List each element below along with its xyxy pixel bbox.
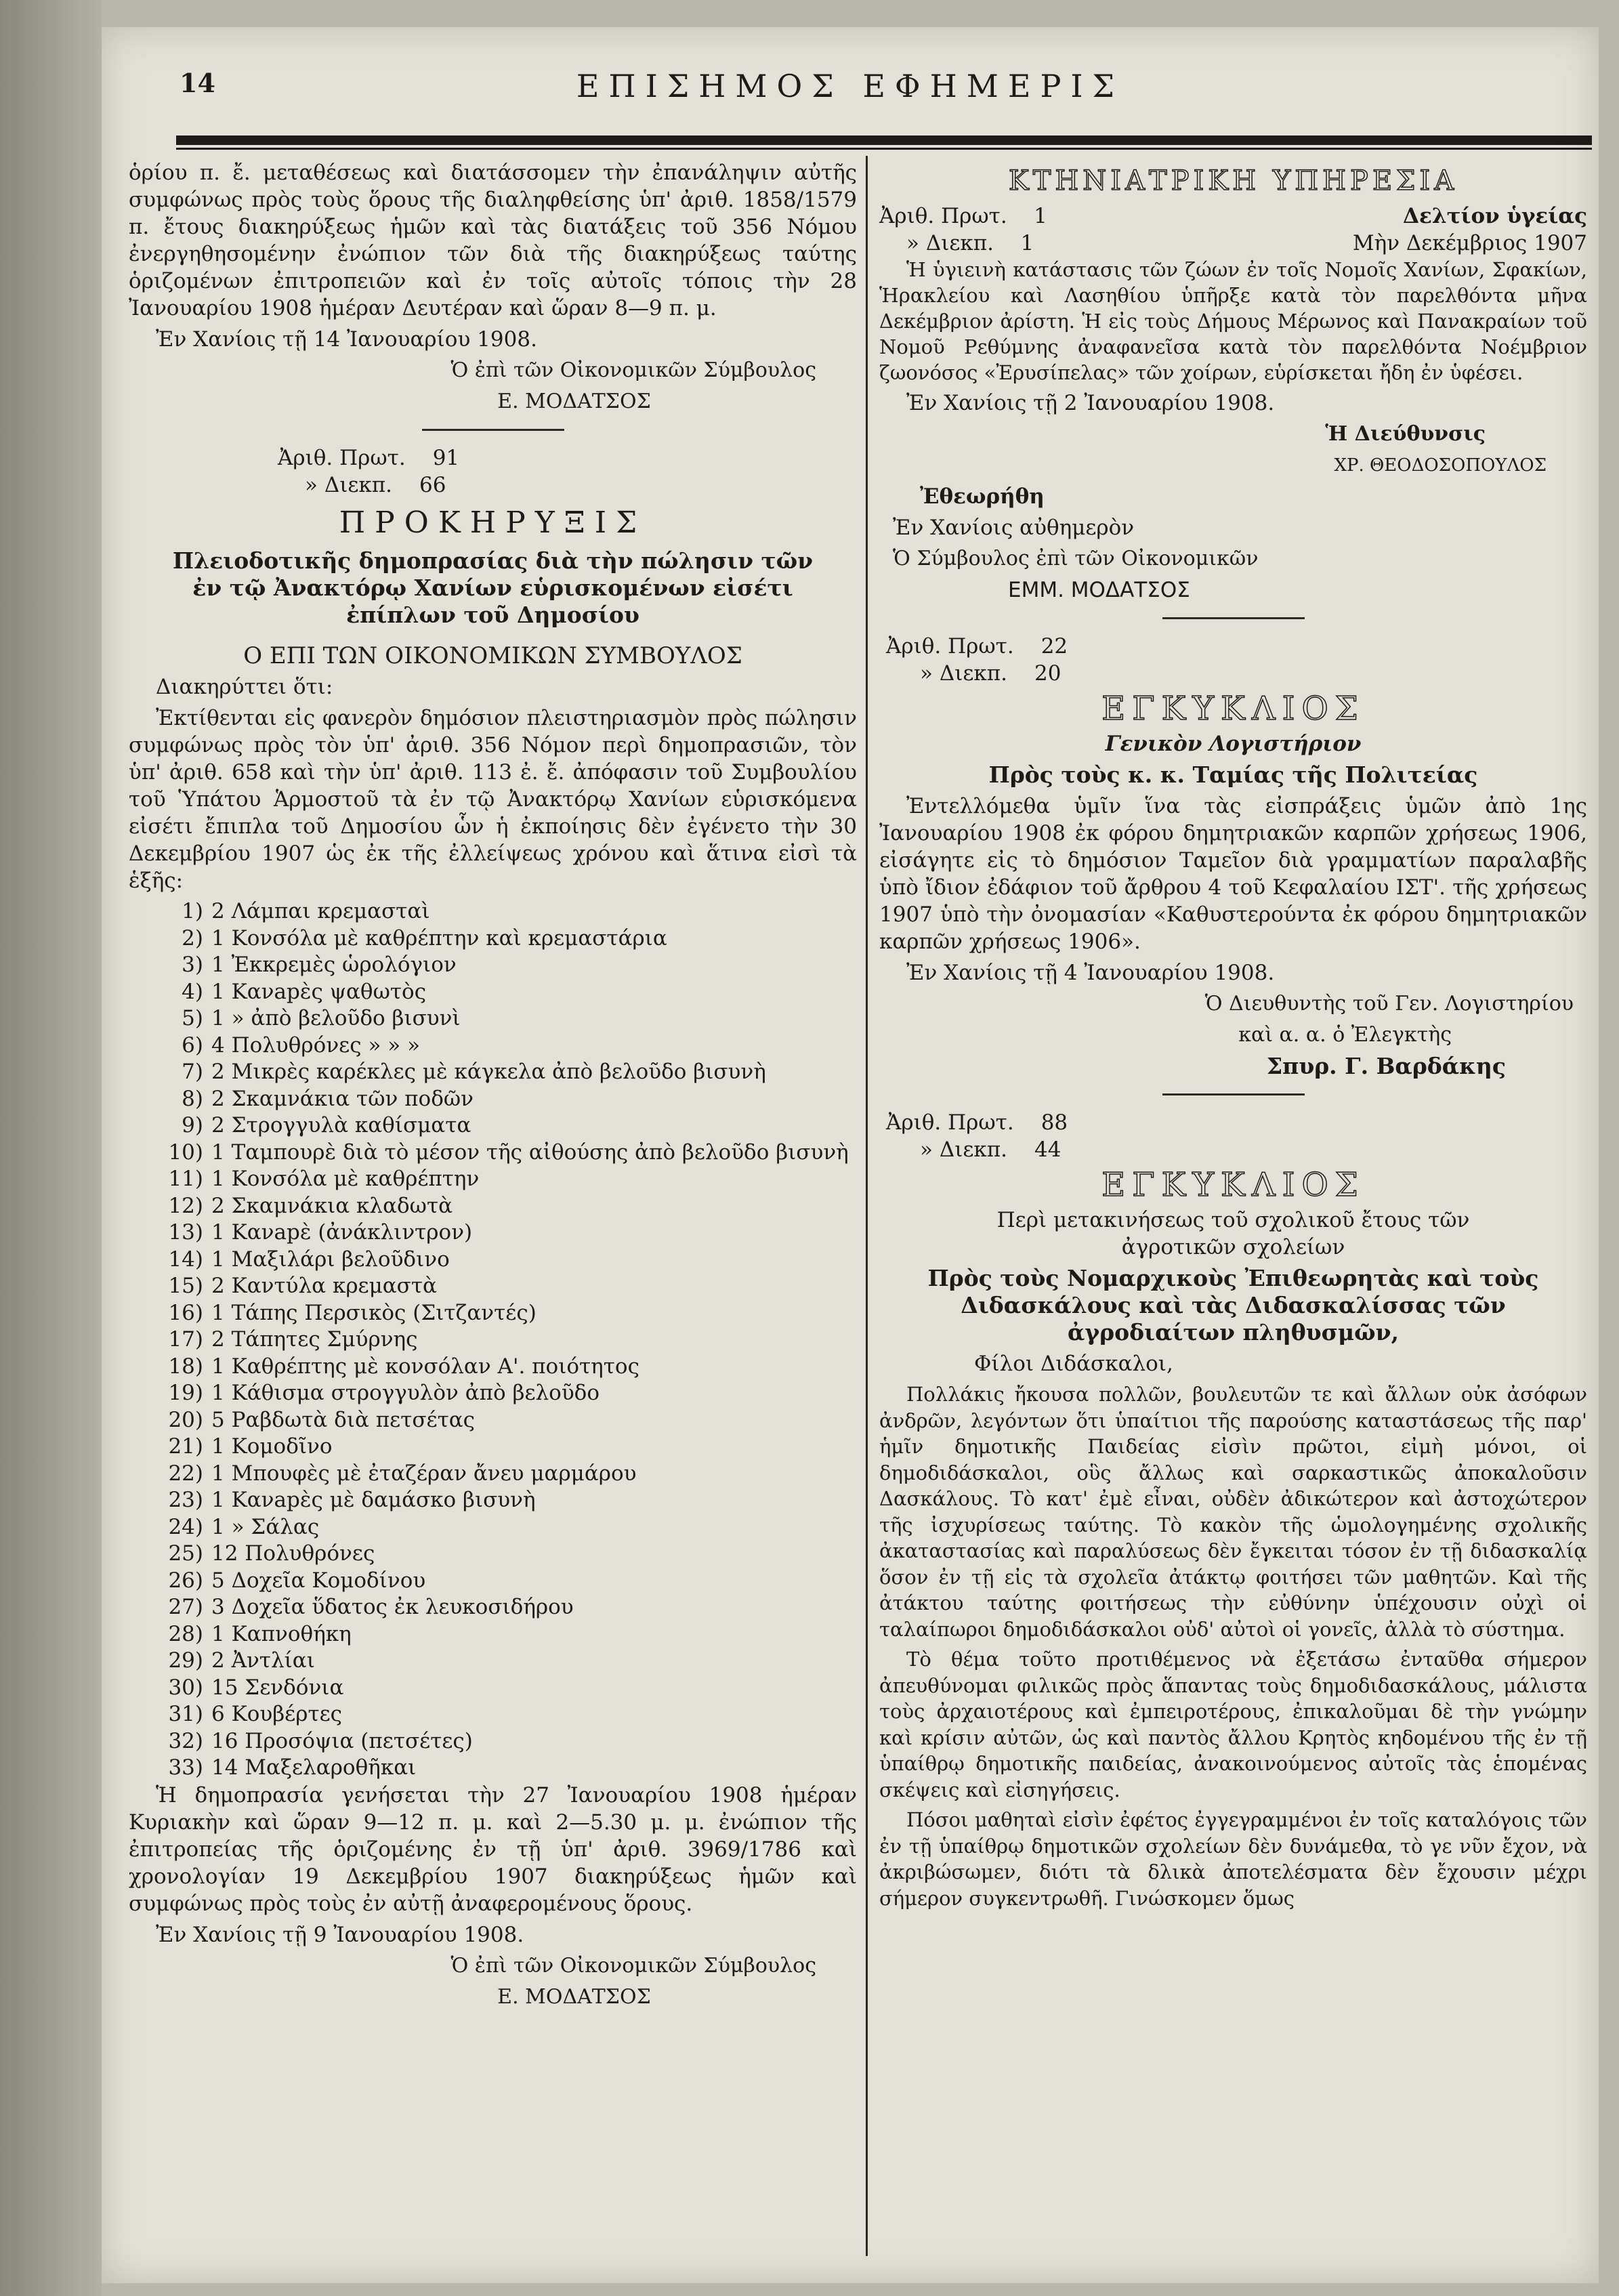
item-number: 5) bbox=[182, 1006, 203, 1030]
greeting: Φίλοι Διδάσκαλοι, bbox=[974, 1352, 1173, 1376]
separator bbox=[1162, 1093, 1305, 1095]
item-number: 26) bbox=[168, 1568, 203, 1593]
list-item bbox=[129, 1380, 857, 1407]
list-item bbox=[129, 1728, 857, 1755]
list-item bbox=[129, 1005, 857, 1032]
list-item bbox=[129, 1621, 857, 1648]
ref-value: 91 bbox=[432, 446, 460, 470]
ref-label: Ἀριθ. Πρωτ. bbox=[278, 446, 406, 470]
list-item bbox=[129, 1166, 857, 1193]
list-item bbox=[129, 1273, 857, 1300]
list-item bbox=[129, 1755, 857, 1782]
authority-heading: Ο ΕΠΙ ΤΩΝ ΟΙΚΟΝΟΜΙΚΩΝ ΣΥΜΒΟΥΛΟΣ bbox=[243, 642, 742, 669]
item-number: 11) bbox=[168, 1167, 203, 1191]
item-text: 1 Κονσόλα μὲ καθρέπτην bbox=[211, 1167, 480, 1191]
item-text: 2 Σκαμνάκια τῶν ποδῶν bbox=[211, 1086, 474, 1111]
list-item bbox=[129, 1434, 857, 1461]
ref-label: Ἀριθ. Πρωτ. bbox=[886, 1110, 1014, 1135]
list-item bbox=[129, 898, 857, 925]
item-text: 1 Κάθισμα στρογγυλὸν ἀπὸ βελοῦδο bbox=[211, 1381, 600, 1405]
item-text: 2 Στρογγυλὰ καθίσματα bbox=[211, 1113, 471, 1137]
list-item bbox=[129, 1514, 857, 1541]
item-number: 25) bbox=[168, 1541, 203, 1566]
left-column bbox=[129, 159, 857, 2015]
list-item bbox=[129, 1112, 857, 1140]
reference-number bbox=[879, 1109, 1587, 1136]
item-number: 10) bbox=[168, 1140, 203, 1165]
reference-number bbox=[879, 203, 1587, 230]
dispatch-number bbox=[879, 1136, 1587, 1163]
reference-number bbox=[129, 444, 857, 472]
item-number: 20) bbox=[168, 1407, 203, 1432]
item-number: 32) bbox=[168, 1728, 203, 1753]
seen-role: Ὁ Σύμβουλος ἐπὶ τῶν Οἰκονομικῶν bbox=[893, 547, 1259, 570]
item-number: 29) bbox=[168, 1648, 203, 1673]
list-item bbox=[129, 979, 857, 1006]
proclamation-subtitle: Πλειοδοτικῆς δημοπρασίας διὰ τὴν πώλησιν τῶν ἐν τῷ Ἀνακτόρῳ Χανίων εὑρισκομένων εἰσέτι ἐπίπλων τοῦ Δημοσίου bbox=[172, 547, 814, 628]
ref-value: 88 bbox=[1040, 1110, 1068, 1135]
list-item bbox=[129, 1140, 857, 1167]
item-number: 16) bbox=[168, 1300, 203, 1325]
ref-value: 1 bbox=[1020, 231, 1034, 255]
list-item bbox=[129, 1219, 857, 1247]
item-text: 15 Σενδόνια bbox=[211, 1675, 344, 1700]
list-item bbox=[129, 925, 857, 953]
ref-label: » Διεκπ. bbox=[920, 661, 1008, 686]
column-divider bbox=[866, 156, 868, 2256]
item-number: 9) bbox=[182, 1113, 203, 1137]
item-text: 1 Ταμπουρὲ διὰ τὸ μέσον τῆς αἰθούσης ἀπὸ βελοῦδο βισυνὴ bbox=[211, 1140, 849, 1165]
item-text: 1 Μαξιλάρι βελοῦδινο bbox=[211, 1247, 450, 1272]
circular-title: ΕΓΚΥΚΛΙΟΣ bbox=[1101, 690, 1365, 728]
item-number: 8) bbox=[182, 1086, 203, 1111]
signature-role: Ὁ ἐπὶ τῶν Οἰκονομικῶν Σύμβουλος bbox=[450, 1953, 816, 1978]
place-date: Ἐν Χανίοις τῇ 9 Ἰανουαρίου 1908. bbox=[156, 1922, 524, 1947]
item-number: 12) bbox=[168, 1193, 203, 1218]
list-item bbox=[129, 1701, 857, 1728]
signature-name: Σπυρ. Γ. Βαρδάκης bbox=[1266, 1053, 1506, 1079]
item-number: 21) bbox=[168, 1434, 203, 1459]
masthead: ΕΠΙΣΗΜΟΣ ΕΦΗΜΕΡΙΣ bbox=[576, 68, 1124, 104]
circular-recipients: Πρὸς τοὺς κ. κ. Ταμίας τῆς Πολιτείας bbox=[988, 761, 1478, 788]
item-text: 1 » ἀπὸ βελοῦδο βισυνὶ bbox=[211, 1006, 461, 1030]
list-item bbox=[129, 1648, 857, 1675]
item-text: 14 Μαξελαροθῆκαι bbox=[211, 1755, 417, 1780]
item-number: 3) bbox=[182, 953, 203, 977]
separator bbox=[422, 429, 564, 431]
list-item bbox=[129, 1086, 857, 1113]
list-item bbox=[129, 1354, 857, 1381]
item-number: 4) bbox=[182, 979, 203, 1004]
ref-label: Ἀριθ. Πρωτ. bbox=[886, 634, 1014, 659]
item-number: 17) bbox=[168, 1327, 203, 1352]
signature-name: Ε. ΜΟΔΑΤΣΟΣ bbox=[497, 390, 651, 413]
ref-value: 20 bbox=[1034, 661, 1061, 686]
item-number: 14) bbox=[168, 1247, 203, 1272]
list-item bbox=[129, 952, 857, 979]
proclamation-body: Ἐκτίθενται εἰς φανερὸν δημόσιον πλειστηριασμὸν πρὸς πώλησιν συμφώνως πρὸς τὸν ὑπ' ἀριθ. 356 Νόμον περὶ δημοπρασιῶν, τὸν ὑπ' ἀριθ. 658 καὶ τὴν ὑπ' ἀριθ. 113 ἐ. ἔ. ἀπόφασιν τοῦ Συμβουλίου τοῦ Ὑπάτου Ἁρμοστοῦ τὰ ἐν τῷ Ἀνακτόρῳ Χανίων εὑρισκόμενα εἰσέτι ἔπιπλα τοῦ Δημοσίου ὧν ἡ ἐκποίησις δὲν ἐγένετο τὴν 30 Δεκεμβρίου 1907 ὡς ἐκ τῆς ἐλλείψεως χρόνου καὶ ἅτινα εἰσὶ τὰ ἑξῆς: bbox=[129, 706, 857, 893]
item-text: 5 Δοχεῖα Κομοδίνου bbox=[211, 1568, 426, 1593]
item-text: 3 Δοχεῖα ὕδατος ἐκ λευκοσιδήρου bbox=[211, 1595, 574, 1619]
ref-value: 44 bbox=[1034, 1137, 1061, 1162]
item-number: 33) bbox=[168, 1755, 203, 1780]
seen-place: Ἐν Χανίοις αὐθημερὸν bbox=[893, 516, 1135, 540]
ref-value: 1 bbox=[1034, 204, 1047, 228]
item-number: 6) bbox=[182, 1032, 203, 1058]
item-text: 1 Καθρέπτης μὲ κονσόλαν Α'. ποιότητος bbox=[211, 1354, 639, 1379]
circular-issuer: Γενικὸν Λογιστήριον bbox=[1105, 732, 1362, 756]
header-rule bbox=[176, 135, 1592, 145]
place-date: Ἐν Χανίοις τῇ 2 Ἰανουαρίου 1908. bbox=[906, 391, 1275, 415]
item-text: 1 Τάπης Περσικὸς (Σιτζαντές) bbox=[211, 1300, 537, 1325]
reference-number bbox=[879, 633, 1587, 660]
header-rule-thin bbox=[176, 148, 1592, 150]
list-item bbox=[129, 1568, 857, 1595]
list-item bbox=[129, 1059, 857, 1086]
item-text: 4 Πολυθρόνες » » » bbox=[211, 1032, 421, 1058]
items-list bbox=[129, 898, 857, 1782]
item-text: 1 Κανapὲς ψαθωτὸς bbox=[211, 979, 427, 1004]
ref-value: 22 bbox=[1040, 634, 1068, 659]
ref-label: » Διεκπ. bbox=[305, 473, 393, 497]
item-number: 27) bbox=[168, 1595, 203, 1619]
letter-paragraph: Πόσοι μαθηταὶ εἰσὶν ἐφέτος ἐγγεγραμμένοι ἐν τοῖς καταλόγοις τῶν ἐν τῇ ὑπαίθρῳ δημοτικῶν σχολείων δὲν δυνάμεθα, τὸ γε νῦν ἔχον, νὰ ἀκριβώσωμεν, διότι τὰ δλικὰ ἀποτελέσματα δὲν ἔχουσιν μέχρι σήμερον συγκεντρωθῆ. Γινώσκομεν ὅμως bbox=[879, 1808, 1587, 1910]
right-column bbox=[879, 159, 1587, 1915]
scan-edge bbox=[0, 0, 102, 2296]
health-report: Ἡ ὑγιεινὴ κατάστασις τῶν ζώων ἐν τοῖς Νομοῖς Χανίων, Σφακίων, Ἡρακλείου καὶ Λασηθίου ὑπῆρξε κατὰ τὸν παρελθόντα μῆνα Δεκέμβριον ἀρίστη. Ἡ εἰς τοὺς Δήμους Μέρωνος καὶ Παναкραίων τοῦ Νομοῦ Ρεθύμνης ἀναφανεῖσα κατὰ τὸν παρελθόντα Νοέμβριον ζωονόσος «Ἐρυσίπελας» τῶν χοίρων, εὑρίσκεται ἤδη ἐν ὑφέσει. bbox=[879, 258, 1587, 384]
item-text: 1 » Σάλας bbox=[211, 1514, 320, 1539]
signature-role: Ὁ Διευθυντὴς τοῦ Γεν. Λογιστηρίου bbox=[1204, 992, 1574, 1016]
item-number: 18) bbox=[168, 1354, 203, 1379]
dispatch-number bbox=[879, 230, 1587, 257]
item-text: 6 Κουβέρτες bbox=[211, 1702, 343, 1726]
item-number: 7) bbox=[182, 1060, 203, 1084]
ref-label: Ἀριθ. Πρωτ. bbox=[879, 204, 1007, 228]
item-number: 22) bbox=[168, 1461, 203, 1486]
signature-name: ΧΡ. ΘΕΟΔΟΣΟΠΟΥΛΟΣ bbox=[1334, 455, 1547, 476]
item-number: 13) bbox=[168, 1220, 203, 1245]
auction-details: Ἡ δημοπρασία γενήσεται τὴν 27 Ἰανουαρίου 1908 ἡμέραν Κυριακὴν καὶ ὥραν 9—12 π. μ. καὶ 2—5.30 μ. μ. ἐνώπιον τῆς ἐπιτροπείας τῆς ὁριζομένης ἐν τῇ ὑπ' ἀριθ. 3969/1786 καὶ χρονολογίαν 19 Δεκεμβρίου 1907 διακηρύξεως ἡμῶν καὶ συμφώνως πρὸς τοὺς ἐν αὐτῇ ἀναφερομένους ὅρους. bbox=[129, 1782, 857, 1916]
list-item bbox=[129, 1327, 857, 1354]
item-text: 1 Κομοδῖνο bbox=[211, 1434, 333, 1459]
proclaims-label: Διακηρύττει ὅτι: bbox=[156, 675, 333, 699]
ref-value: 66 bbox=[419, 473, 446, 497]
letter-paragraph: Πολλάκις ἤκουσα πολλῶν, βουλευτῶν τε καὶ ἄλλων οὐκ ἀσόφων ἀνδρῶν, λεγόντων ὅτι ὑπαίτιοι τῆς παρούσης καταστάσεως τῆς παρ' ἡμῖν δημοτικῆς Παιδείας εἰσὶν πρῶτοι, εἰμὴ μόνοι, οἱ δημοδιδάσκαλοι, οὓς ἄλλως καὶ σαρκαστικῶς ἀποκαλοῦσιν Δασκάλους. Τὸ κατ' ἐμὲ εἶναι, οὐδὲν ἀδικώτερον καὶ ἀστοχώτερον τῆς ἰσχυρίσεως ταύτης. Τὸ κακὸν τῆς ὡμολογημένης σχολικῆς ἀκαταστασίας καὶ παραλύσεως δὲν ἔγκειται τόσον ἐν τῇ διδασκαλίᾳ ὅσον ἐν τῇ εἰς τὰ σχολεῖα ἀτάκτῳ φοιτήσει τῶν μαθητῶν. Καὶ τῆς ἀτάκτου ταύτης φοιτήσεως τὴν εὐθύνην ὑπέχουσιν οὐχὶ οἱ ταλαίπωροι δημοδιδάσκαλοι οὐδ' αὐτοὶ οἱ γονεῖς, ἀλλὰ τὸ σύστημα. bbox=[879, 1383, 1587, 1641]
list-item bbox=[129, 1541, 857, 1568]
item-text: 1 Ἐκκρεμὲς ὡρολόγιον bbox=[211, 953, 457, 977]
circular-recipients: Πρὸς τοὺς Νομαρχικοὺς Ἐπιθεωρητὰς καὶ τοὺς Διδασκάλους καὶ τὰς Διδασκαλίσσας τῶν ἀγροδιαίτων πληθυσμῶν, bbox=[927, 1265, 1539, 1345]
place-date: Ἐν Χανίοις τῇ 14 Ἰανουαρίου 1908. bbox=[156, 327, 537, 352]
item-text: 5 Ραβδωτὰ διὰ πετσέτας bbox=[211, 1407, 476, 1432]
signature-role: Ἡ Διεύθυνσις bbox=[1325, 422, 1486, 446]
item-text: 1 Κανapὲ (ἀνάκλιντρον) bbox=[211, 1220, 473, 1245]
item-number: 19) bbox=[168, 1381, 203, 1405]
item-text: 2 Μικρὲς καρέκλες μὲ κάγκελα ἀπὸ βελοῦδο βισυνὴ bbox=[211, 1060, 766, 1084]
circular-title: ΕΓΚΥΚΛΙΟΣ bbox=[1101, 1166, 1365, 1204]
list-item bbox=[129, 1461, 857, 1488]
item-text: 1 Κανapὲς μὲ δαμάσκο βισυνὴ bbox=[211, 1488, 536, 1512]
page-number: 14 bbox=[180, 68, 215, 98]
item-text: 1 Κονσόλα μὲ καθρέπτην καὶ κρεμαστάρια bbox=[211, 925, 667, 951]
list-item bbox=[129, 1247, 857, 1274]
item-text: 12 Πολυθρόνες bbox=[211, 1541, 375, 1566]
list-item bbox=[129, 1300, 857, 1327]
item-number: 15) bbox=[168, 1274, 203, 1298]
item-text: 1 Μπουφὲς μὲ ἐταζέραν ἄνευ μαρμάρου bbox=[211, 1461, 637, 1486]
item-number: 2) bbox=[182, 925, 203, 951]
signature-role: Ὁ ἐπὶ τῶν Οἰκονομικῶν Σύμβουλος bbox=[450, 358, 816, 382]
proclamation-title: ΠΡΟΚΗΡΥΞΙΣ bbox=[339, 505, 647, 540]
item-number: 1) bbox=[182, 899, 203, 923]
item-text: 2 Λάμπαι κρεμασταὶ bbox=[211, 899, 430, 923]
list-item bbox=[129, 1594, 857, 1621]
item-text: 16 Προσόψια (πετσέτες) bbox=[211, 1728, 473, 1753]
item-text: 2 Καντύλα κρεμαστὰ bbox=[211, 1274, 437, 1298]
newspaper-page bbox=[102, 27, 1599, 2283]
place-date: Ἐν Χανίοις τῇ 4 Ἰανουαρίου 1908. bbox=[906, 961, 1275, 985]
item-number: 28) bbox=[168, 1621, 203, 1646]
item-number: 24) bbox=[168, 1514, 203, 1539]
item-text: 2 Σκαμνάκια κλαδωτὰ bbox=[211, 1193, 453, 1218]
intro-paragraph: ὁρίου π. ἔ. μεταθέσεως καὶ διατάσσομεν τὴν ἐπανάληψιν αὐτῆς συμφώνως πρὸς τοὺς ὅρους τῆς διαληφθείσης ὑπ' ἀριθ. 1858/1579 π. ἔτους διακηρύξεως ἡμῶν καὶ τὰς διατάξεις τοῦ 356 Νόμου ἐνεργηθησομένην ἐνώπιον τῶν διὰ τῆς διακηρύξεως ταύτης ὁριζομένων ἐπιτροπειῶν καὶ ἐν τοῖς αὐτοῖς τόποις τὴν 28 Ἰανουαρίου 1908 ἡμέραν Δευτέραν καὶ ὥραν 8—9 π. μ. bbox=[129, 161, 857, 320]
dispatch-number bbox=[879, 660, 1587, 687]
bulletin-month: Μὴν Δεκέμβριος 1907 bbox=[1352, 231, 1587, 255]
circular-subject: Περὶ μετακινήσεως τοῦ σχολικοῦ ἔτους τῶν ἀγροτικῶν σχολείων bbox=[996, 1208, 1470, 1259]
item-number: 23) bbox=[168, 1488, 203, 1512]
seen-label: Ἐθεωρήθη bbox=[920, 484, 1045, 509]
seen-name: ΕΜΜ. ΜΟΔΑΤΣΟΣ bbox=[1008, 578, 1190, 602]
list-item bbox=[129, 1193, 857, 1220]
list-item bbox=[129, 1675, 857, 1702]
ref-label: » Διεκπ. bbox=[920, 1137, 1008, 1162]
letter-paragraph: Τὸ θέμα τοῦτο προτιθέμενος νὰ ἐξετάσω ἐνταῦθα σήμερον ἀπευθύνομαι φιλικῶς πρὸς ἅπαντας τοὺς δημοδιδασκάλους, μάλιστα τοὺς ἀρχαιοτέρους καὶ ἐμπειροτέρους, ἐπικαλοῦμαι δὲ τὴν γνώμην καὶ κρίσιν αὐτῶν, ὡς καὶ παντὸς ἄλλου Κρητὸς κηδομένου τῆς ἐν τῇ ὑπαίθρῳ δημοτικῆς παιδείας, ἀνακοινούμενος αὐτοῖς τὰς ἑπομένας σκέψεις καὶ εἰσηγήσεις. bbox=[879, 1648, 1587, 1801]
item-number: 30) bbox=[168, 1675, 203, 1700]
item-text: 2 Τάπητες Σμύρνης bbox=[211, 1327, 418, 1352]
item-text: 1 Καπνοθήκη bbox=[211, 1621, 352, 1646]
bulletin-heading: Δελτίον ὑγείας bbox=[1402, 204, 1587, 228]
section-title: ΚΤΗΝΙΑΤΡΙΚΗ ΥΠΗΡΕΣΙΑ bbox=[1008, 165, 1458, 196]
item-text: 2 Ἀντλίαι bbox=[211, 1648, 315, 1673]
list-item bbox=[129, 1032, 857, 1060]
list-item bbox=[129, 1487, 857, 1514]
signature-role-2: καὶ α. α. ὁ Ἐλεγκτὴς bbox=[1238, 1023, 1452, 1047]
signature-name: Ε. ΜΟΔΑΤΣΟΣ bbox=[497, 1984, 651, 2009]
dispatch-number bbox=[129, 472, 857, 499]
circular-text: Ἐντελλόμεθα ὑμῖν ἵνα τὰς εἰσπράξεις ὑμῶν ἀπὸ 1ης Ἰανουαρίου 1908 ἐκ φόρου δημητριακῶν καρπῶν χρήσεως 1906, εἰσάγητε εἰς τὸ δημόσιον Ταμεῖον διὰ γραμματίων παραλαβῆς ὑπὸ ἴδιον ἐδάφιον τοῦ ἄρθρου 4 τοῦ Κεφαλαίου ΙΣΤ'. τῆς χρήσεως 1907 ὑπὸ τὴν ὀνομασίαν «Καθυστερούντα ἐκ φόρου δημητριακῶν καρπῶν χρήσεως 1906». bbox=[879, 794, 1587, 954]
list-item bbox=[129, 1407, 857, 1434]
item-number: 31) bbox=[168, 1702, 203, 1726]
ref-label: » Διεκπ. bbox=[906, 231, 994, 255]
separator bbox=[1162, 617, 1305, 619]
